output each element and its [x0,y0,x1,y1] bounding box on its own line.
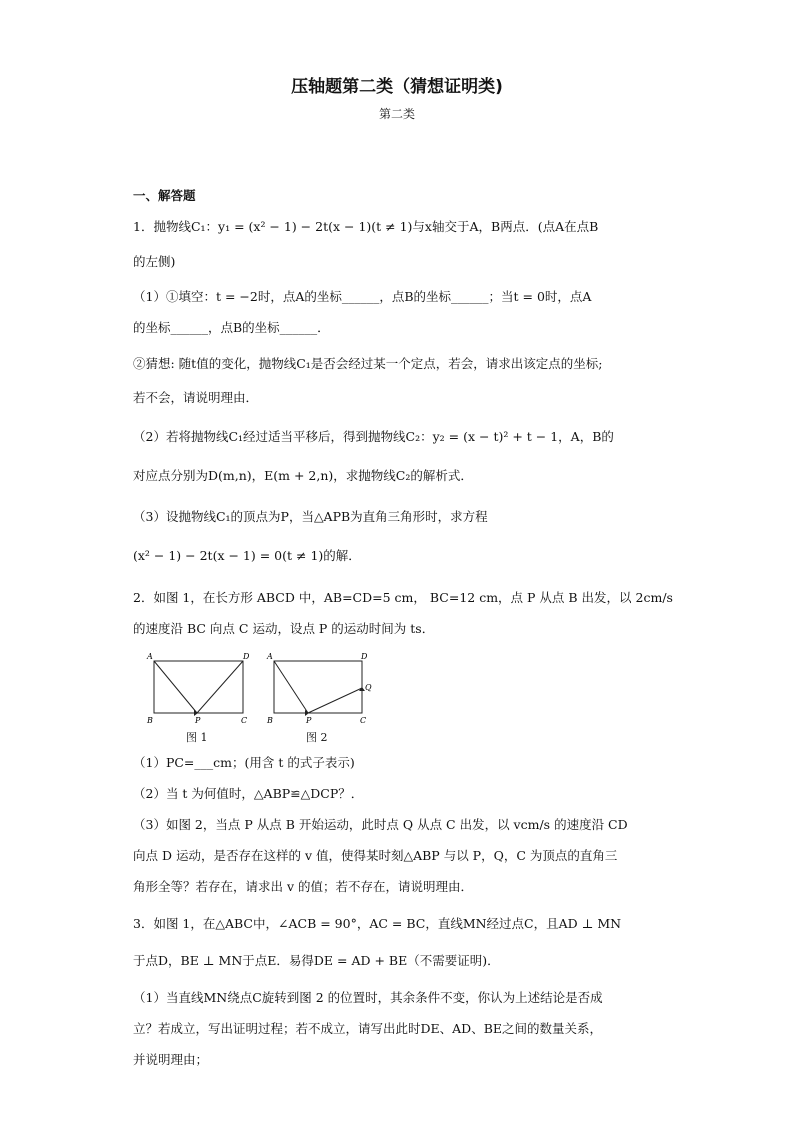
rectangle-figure-1 [145,650,255,728]
document-title: 压轴题第二类（猜想证明类) [291,77,503,97]
label-a: A [147,652,153,661]
label-q: Q [365,683,372,692]
text-line: 的左侧) [133,254,176,269]
label-p: P [195,716,201,725]
text-line: 对应点分别为D(m,n)，E(m + 2,n)，求抛物线C₂的解析式． [133,468,473,483]
text-line: （1）PC=___cm；(用含 t 的式子表示) [133,755,355,770]
document-subtitle: 第二类 [378,107,415,121]
label-d: D [361,652,368,661]
figure-2-caption: 图 2 [306,731,328,744]
segment-ap [154,661,197,713]
text-line: （3）设抛物线C₁的顶点为P，当△APB为直角三角形时，求方程 [133,509,488,524]
label-d: D [243,652,250,661]
text-line: （2）当 t 为何值时，△ABP≌△DCP？． [133,786,364,801]
text-line: 3．如图 1，在△ABC中，∠ACB = 90°，AC = BC，直线MN经过点C，且AD ⊥ MN [133,916,622,931]
segment-ap [274,661,308,713]
text-line: 的坐标______，点B的坐标______． [133,320,330,335]
text-line: ②猜想: 随t值的变化，抛物线C₁是否会经过某一个定点，若会，请求出该定点的坐标; [133,356,603,371]
section-heading: 一、解答题 [133,188,196,203]
figure-1-caption: 图 1 [186,731,208,744]
segment-pq [308,688,362,713]
text-line: 向点 D 运动，是否存在这样的 v 值，使得某时刻△ABP 与以 P，Q，C 为顶点的直角三 [133,848,618,863]
label-c: C [360,716,367,725]
label-b: B [267,716,273,725]
label-p: P [306,716,312,725]
text-line: 于点D，BE ⊥ MN于点E．易得DE = AD + BE（不需要证明)． [133,953,500,968]
text-line: （1）当直线MN绕点C旋转到图 2 的位置时，其余条件不变，你认为上述结论是否成 [133,990,603,1005]
text-line: 角形全等？若存在，请求出 v 的值；若不存在，请说明理由． [133,879,474,894]
label-a: A [267,652,273,661]
text-line: 1．抛物线C₁：y₁ = (x² − 1) − 2t(x − 1)(t ≠ 1)与x轴交于A，B两点．(点A在点B [133,219,599,234]
rectangle-abcd [154,661,243,713]
text-line: （2）若将抛物线C₁经过适当平移后，得到抛物线C₂：y₂ = (x − t)² + t − 1，A，B的 [133,429,614,444]
rectangle-figure-2 [265,650,380,728]
segment-dp [197,661,243,713]
text-line: 立？若成立，写出证明过程；若不成立，请写出此时DE、AD、BE之间的数量关系， [133,1021,603,1036]
text-line: (x² − 1) − 2t(x − 1) = 0(t ≠ 1)的解． [133,548,361,563]
rectangle-abcd [274,661,362,713]
text-line: 的速度沿 BC 向点 C 运动，设点 P 的运动时间为 ts． [133,621,435,636]
label-c: C [241,716,248,725]
text-line: （3）如图 2，当点 P 从点 B 开始运动，此时点 Q 从点 C 出发，以 vcm/s 的速度沿 CD [133,817,628,832]
text-line: （1）①填空：t = −2时，点A的坐标______，点B的坐标______；当t = 0时，点A [133,289,592,304]
text-line: 2．如图 1，在长方形 ABCD 中，AB=CD=5 cm， BC=12 cm，点 P 从点 B 出发，以 2cm/s [133,590,673,605]
label-b: B [147,716,153,725]
text-line: 若不会，请说明理由． [133,390,259,405]
text-line: 并说明理由； [133,1052,209,1067]
